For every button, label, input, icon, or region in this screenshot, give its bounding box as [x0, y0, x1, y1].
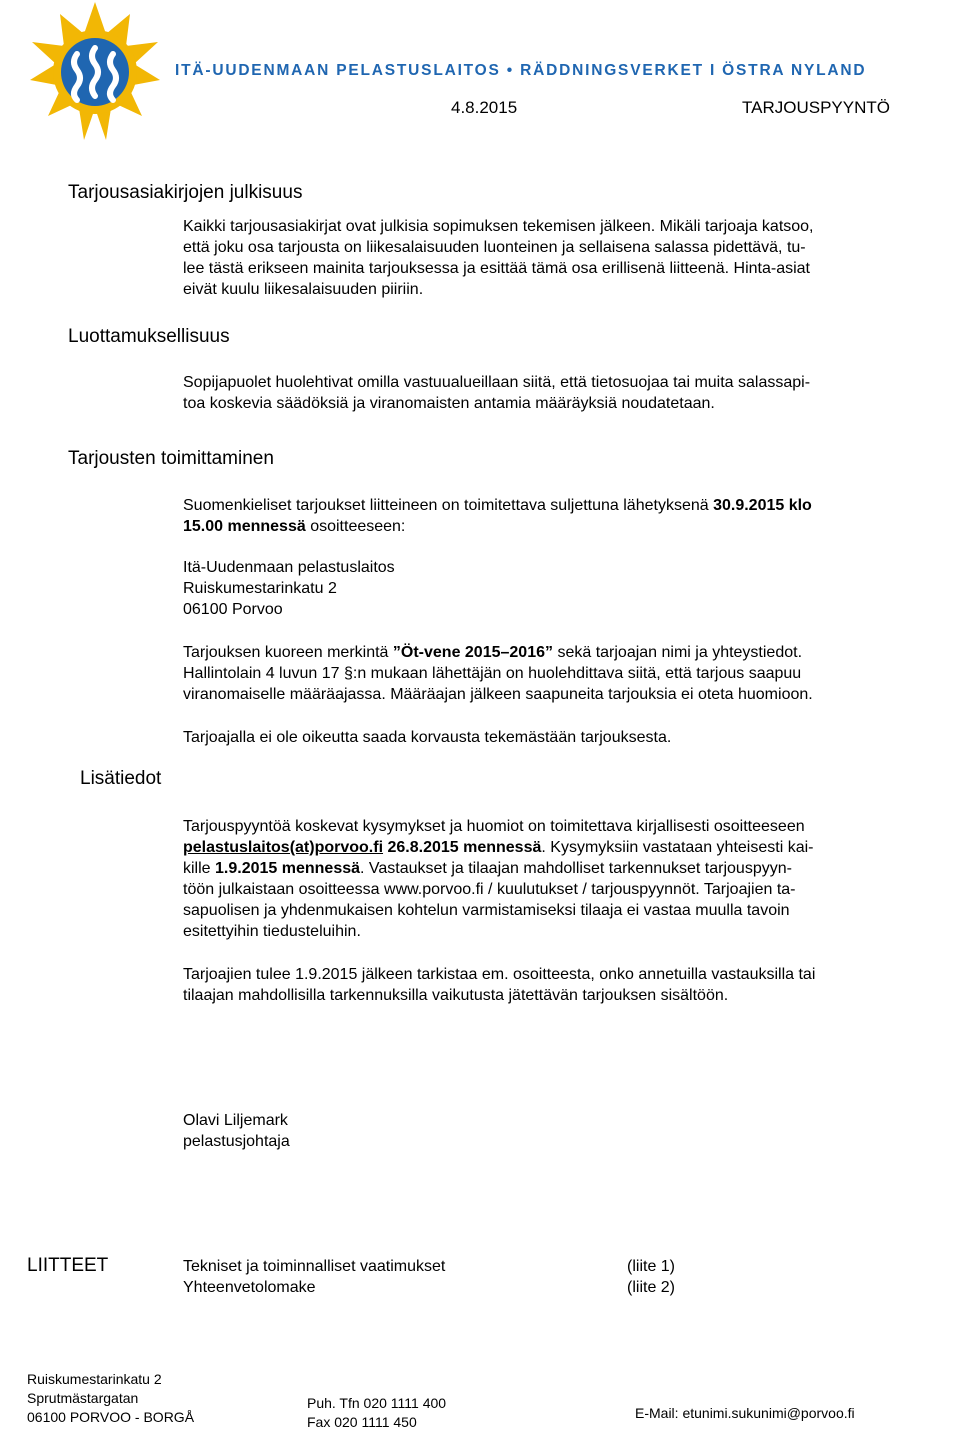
contact-email-link[interactable]: pelastuslaitos(at)porvoo.fi: [183, 839, 384, 856]
attachment-ref: (liite 1): [627, 1258, 676, 1275]
organization-name: ITÄ-UUDENMAAN PELASTUSLAITOS • RÄDDNINGSVERKET I ÖSTRA NYLAND: [175, 62, 867, 79]
footer-phone: Puh. Tfn 020 1111 400: [307, 1395, 447, 1411]
submission-heading: Tarjousten toimittaminen: [68, 448, 274, 469]
footer-email: E-Mail: etunimi.sukunimi@porvoo.fi: [635, 1405, 855, 1421]
footer-phone-fax: [307, 1394, 446, 1432]
signer-title: pelastusjohtaja: [183, 1133, 290, 1150]
publicity-paragraph: Kaikki tarjousasiakirjat ovat julkisia sopimuksen tekemisen jälkeen. Mikäli tarjoaja katsoo, että joku osa tarjousta on liikesalaisuuden luonteinen ja sellaisena salassa pidettävä, tu- lee tästä erikseen mainita tarjouksessa ja esittää tämä osa erillisenä liitteenä. Hinta-asiat eivät kuulu liikesalaisuuden piiriin.: [183, 218, 814, 298]
rescue-department-logo: [30, 2, 160, 142]
confidentiality-paragraph: Sopijapuolet huolehtivat omilla vastuualueillaan siitä, että tietosuojaa tai muita salassapi- toa koskevia säädöksiä ja viranomaisten antamia määräyksiä noudatetaan.: [183, 374, 811, 412]
document-date: 4.8.2015: [451, 98, 518, 117]
questions-paragraph: Tarjouspyyntöä koskevat kysymykset ja huomiot on toimitettava kirjallisesti osoitteeseen pelastuslaitos(at)porvoo.fi 26.8.2015 mennessä. Kysymyksiin vastataan yhteisesti kai- kille 1.9.2015 mennessä. Vastaukset ja tilaajan mahdolliset tarkennukset tarjouspyyn- töön julkaistaan osoitteessa www.porvoo.fi / kuulutukset / tarjouspyynnöt. Tarjoajien ta- sapuolisen ja yhdenmukaisen kohtelun varmistamiseksi tilaaja ei vastaa muulla tavoin esitettyihin tiedusteluihin.: [183, 818, 814, 940]
document-type: TARJOUSPYYNTÖ: [742, 98, 890, 117]
signer-name: Olavi Liljemark: [183, 1112, 288, 1129]
envelope-marking-paragraph: Tarjouksen kuoreen merkintä ”Öt-vene 2015–2016” sekä tarjoajan nimi ja yhteystiedot. Hallintolain 4 luvun 17 §:n mukaan lähettäjän on huolehdittava siitä, että tarjous saapuu viranomaiselle määräajassa. Määräajan jälkeen saapuneita tarjouksia ei oteta huomioon.: [183, 644, 813, 703]
star-emblem-icon: [30, 2, 160, 140]
signature-block: [183, 1110, 290, 1152]
delivery-address: Itä-Uudenmaan pelastuslaitos Ruiskumestarinkatu 2 06100 Porvoo: [183, 559, 395, 618]
confidentiality-heading: Luottamuksellisuus: [68, 326, 230, 347]
more-info-heading: Lisätiedot: [80, 768, 162, 789]
publicity-heading: Tarjousasiakirjojen julkisuus: [68, 182, 303, 203]
check-updates-paragraph: Tarjoajien tulee 1.9.2015 jälkeen tarkistaa em. osoitteesta, onko annetuilla vastauksilla tai tilaajan mahdollisilla tarkennuksilla vaikutusta jätettävän tarjouksen sisältöön.: [183, 966, 816, 1004]
attachment-item: Tekniset ja toiminnalliset vaatimukset: [183, 1258, 446, 1275]
submission-paragraph: Suomenkieliset tarjoukset liitteineen on toimitettava suljettuna lähetyksenä 30.9.2015 klo 15.00 mennessä osoitteeseen:: [183, 497, 812, 535]
attachment-ref: (liite 2): [627, 1279, 676, 1296]
attachment-item: Yhteenvetolomake: [183, 1279, 316, 1296]
attachments-heading: LIITTEET: [27, 1255, 109, 1276]
no-compensation-paragraph: Tarjoajalla ei ole oikeutta saada korvausta tekemästään tarjouksesta.: [183, 729, 672, 746]
footer-address: Ruiskumestarinkatu 2 Sprutmästargatan 06100 PORVOO - BORGÅ: [27, 1371, 195, 1425]
footer-fax: Fax 020 1111 450: [307, 1414, 417, 1430]
